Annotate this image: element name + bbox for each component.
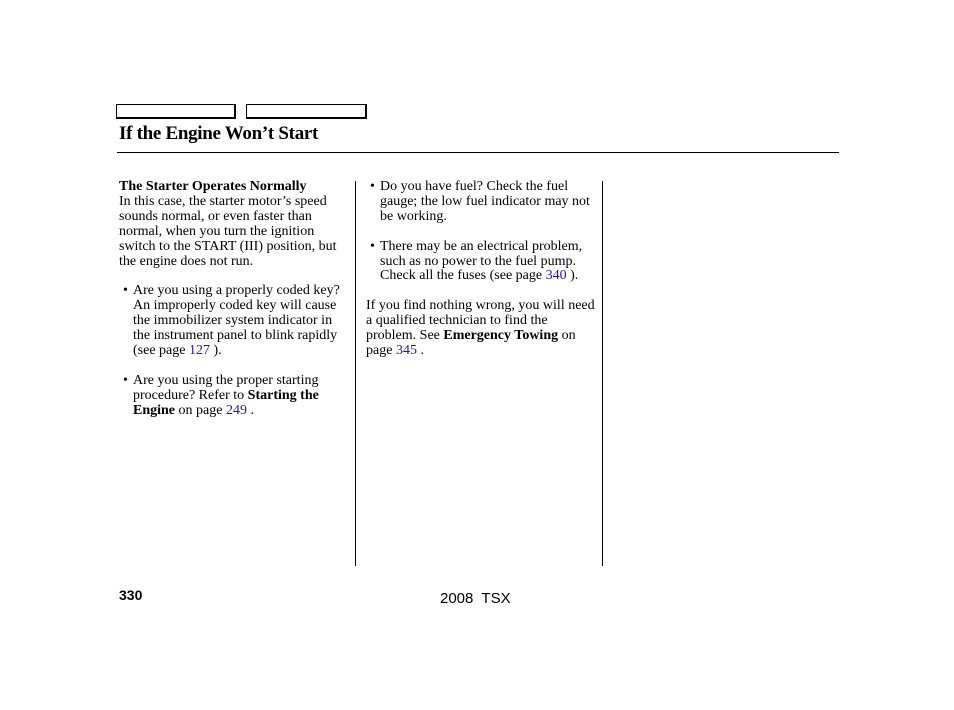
bullet-starting-procedure <box>119 374 351 419</box>
next-section-tab[interactable] <box>246 104 367 119</box>
bullet-marker: • <box>370 238 375 254</box>
page-title: If the Engine Won’t Start <box>119 123 319 144</box>
paragraph-mid: on page <box>366 328 576 358</box>
page-link-340[interactable]: 340 <box>545 268 567 284</box>
footer-model: 2008 TSX <box>440 590 511 607</box>
technician-paragraph <box>366 299 598 359</box>
bullet-coded-key <box>119 284 351 359</box>
paragraph-text: If you find nothing wrong, you will need a qualified technician to find the problem. See <box>366 298 595 344</box>
column-divider-2 <box>602 181 603 566</box>
bullet-text: Are you using a properly coded key? An improperly coded key will cause the immobilizer system indicator in the instrument panel to blink rapidly (see page <box>133 283 340 358</box>
bullet-marker: • <box>123 372 128 388</box>
left-column <box>119 180 351 418</box>
bullet-fuel <box>366 180 598 225</box>
page-link-249[interactable]: 249 <box>225 402 247 418</box>
page-link-345[interactable]: 345 <box>395 342 417 358</box>
paragraph-suffix: . <box>416 342 424 358</box>
bullet-mid: on page <box>175 402 226 418</box>
right-column <box>366 180 598 359</box>
bullet-text: Do you have fuel? Check the fuel gauge; the low fuel indicator may not be working. <box>380 179 590 224</box>
page-link-127[interactable]: 127 <box>188 342 210 358</box>
column-divider-1 <box>355 181 356 566</box>
bold-reference: Emergency Towing <box>443 328 559 344</box>
bullet-text: There may be an electrical problem, such as no power to the fuel pump. Check all the fuses (see page <box>380 238 583 284</box>
bold-reference: Starting the Engine <box>133 387 319 418</box>
section-heading: The Starter Operates Normally <box>119 179 307 194</box>
bullet-electrical <box>366 240 598 285</box>
previous-section-tab[interactable] <box>116 104 236 119</box>
bullet-suffix: . <box>246 402 254 418</box>
bullet-suffix: ). <box>566 268 579 284</box>
bullet-text: Are you using the proper starting procedure? Refer to <box>133 372 319 403</box>
intro-paragraph: In this case, the starter motor’s speed sounds normal, or even faster than normal, when you turn the ignition switch to the START (III) position, but the engine does not run. <box>119 193 337 269</box>
page-number: 330 <box>119 587 143 603</box>
title-divider <box>117 152 839 153</box>
bullet-marker: • <box>123 283 128 299</box>
bullet-marker: • <box>370 179 375 194</box>
bullet-suffix: ). <box>209 342 222 358</box>
